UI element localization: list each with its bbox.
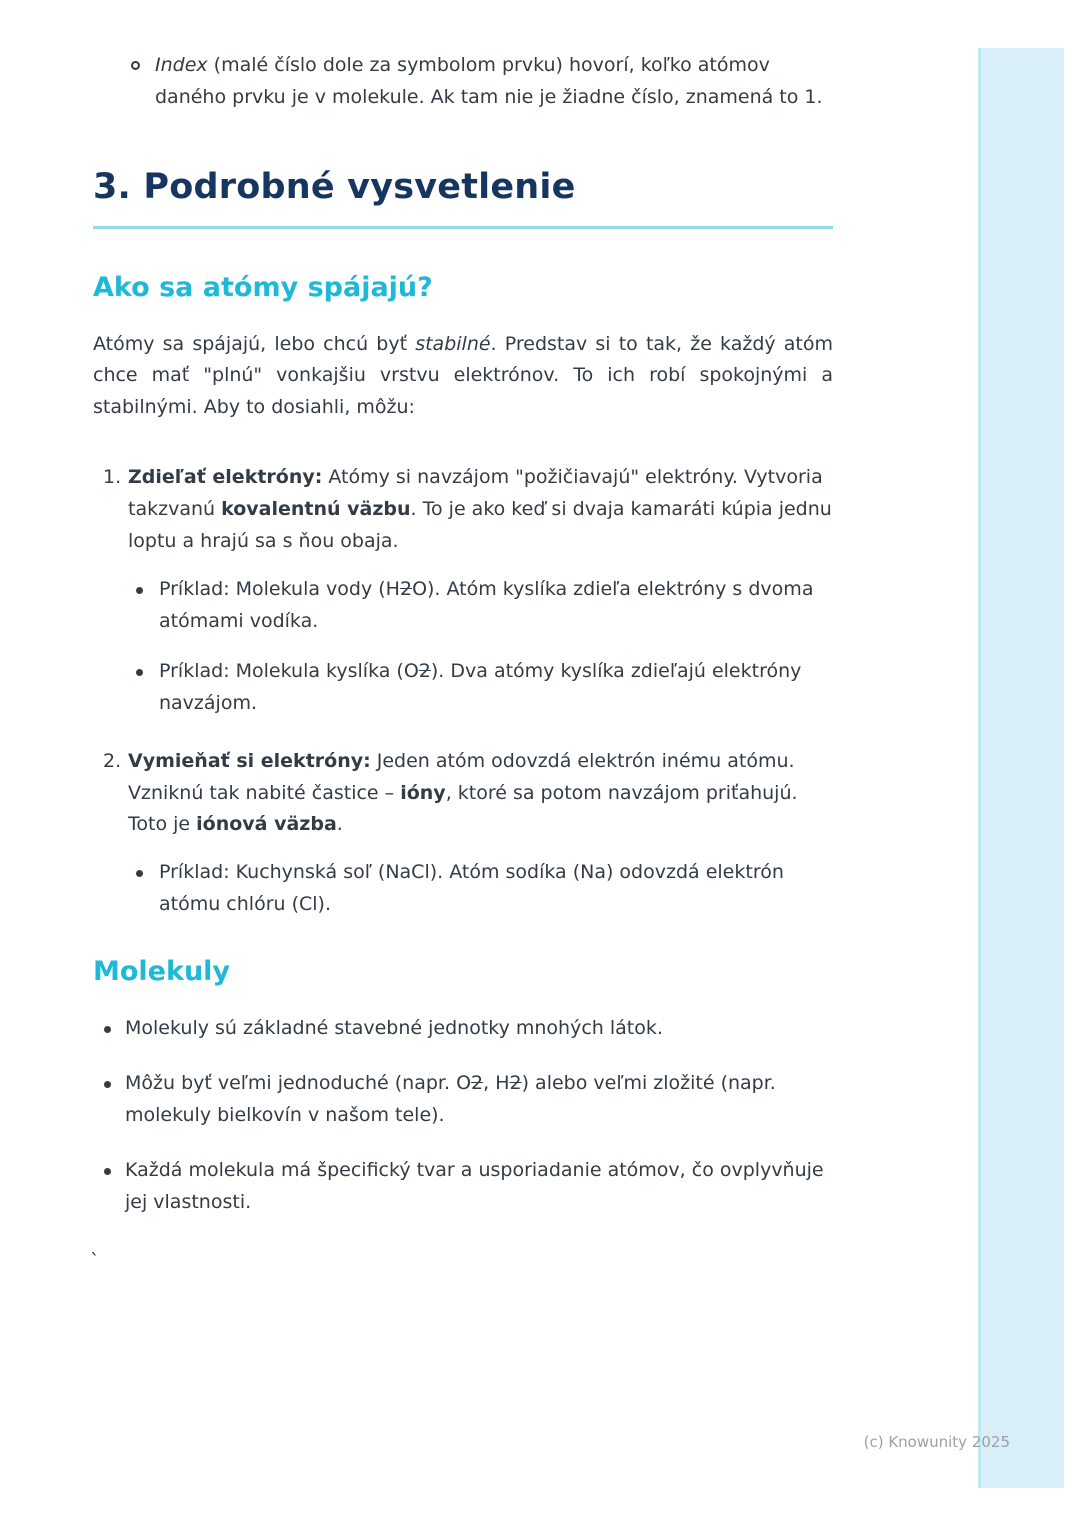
example-bullet (128, 656, 833, 720)
intro-bullet-list (93, 50, 833, 114)
molecule-bullet-text: Môžu byť veľmi jednoduché (napr. O2, H2) alebo veľmi zložité (napr. molekuly bielkovín v našom tele). (125, 1071, 776, 1126)
numbered-item-text: Zdieľať elektróny: Atómy si navzájom "požičiavajú" elektróny. Vytvoria takzvanú kovalentnú väzbu. To je ako keď si dvaja kamaráti kúpia jednu loptu a hrajú sa s ňou obaja. (128, 466, 832, 553)
bonding-intro-paragraph: Atómy sa spájajú, lebo chcú byť stabilné. Predstav si to tak, že každý atóm chce mať "plnú" vonkajšiu vrstvu elektrónov. To ich robí spokojnými a stabilnými. Aby to dosiahli, môžu: (93, 332, 833, 419)
document-content (90, 0, 833, 1278)
example-bullet-list (128, 857, 833, 921)
copyright-footer: (c) Knowunity 2025 (863, 1433, 1010, 1451)
example-bullet-list (128, 574, 833, 720)
dot-bullet-icon (104, 1026, 111, 1033)
molecule-bullet-text: Každá molekula má špecifický tvar a usporiadanie atómov, čo ovplyvňuje jej vlastnosti. (125, 1158, 824, 1213)
subsection-heading-molecules: Molekuly (93, 956, 231, 988)
dot-bullet-icon (136, 587, 143, 594)
example-bullet (128, 857, 833, 921)
stray-backtick: ` (90, 1250, 100, 1273)
side-stripe (978, 48, 1064, 1488)
molecule-bullet (93, 1013, 833, 1045)
section-heading: 3. Podrobné vysvetlenie (93, 166, 576, 207)
section-underline (93, 226, 833, 229)
molecules-bullet-list (93, 1013, 833, 1219)
dot-bullet-icon (136, 669, 143, 676)
intro-bullet-item (93, 50, 833, 114)
example-bullet (128, 574, 833, 638)
numbered-item-1 (93, 462, 833, 719)
subsection-heading-bonding: Ako sa atómy spájajú? (93, 271, 433, 303)
example-bullet-text: Príklad: Molekula vody (H2O). Atóm kyslíka zdieľa elektróny s dvoma atómami vodíka. (159, 578, 814, 632)
numbered-item-text: Vymieňať si elektróny: Jeden atóm odovzdá elektrón inému atómu. Vzniknú tak nabité častice – ióny, ktoré sa potom navzájom priťahujú. Toto je iónová väzba. (128, 749, 798, 836)
bonding-numbered-list (93, 462, 833, 921)
molecule-bullet (93, 1068, 833, 1132)
intro-bullet-text: Index (malé číslo dole za symbolom prvku) hovorí, koľko atómov daného prvku je v molekule. Ak tam nie je žiadne číslo, znamená to 1. (155, 54, 823, 108)
example-bullet-text: Príklad: Molekula kyslíka (O2). Dva atómy kyslíka zdieľajú elektróny navzájom. (159, 659, 802, 714)
dot-bullet-icon (136, 870, 143, 877)
molecule-bullet (93, 1155, 833, 1219)
circle-bullet-icon (131, 61, 140, 70)
item-number: 2. (103, 749, 122, 772)
item-number: 1. (103, 466, 122, 489)
dot-bullet-icon (104, 1168, 111, 1175)
numbered-item-2 (93, 746, 833, 922)
dot-bullet-icon (104, 1081, 111, 1088)
example-bullet-text: Príklad: Kuchynská soľ (NaCl). Atóm sodíka (Na) odovzdá elektrón atómu chlóru (Cl). (159, 861, 784, 916)
molecule-bullet-text: Molekuly sú základné stavebné jednotky mnohých látok. (125, 1016, 663, 1039)
